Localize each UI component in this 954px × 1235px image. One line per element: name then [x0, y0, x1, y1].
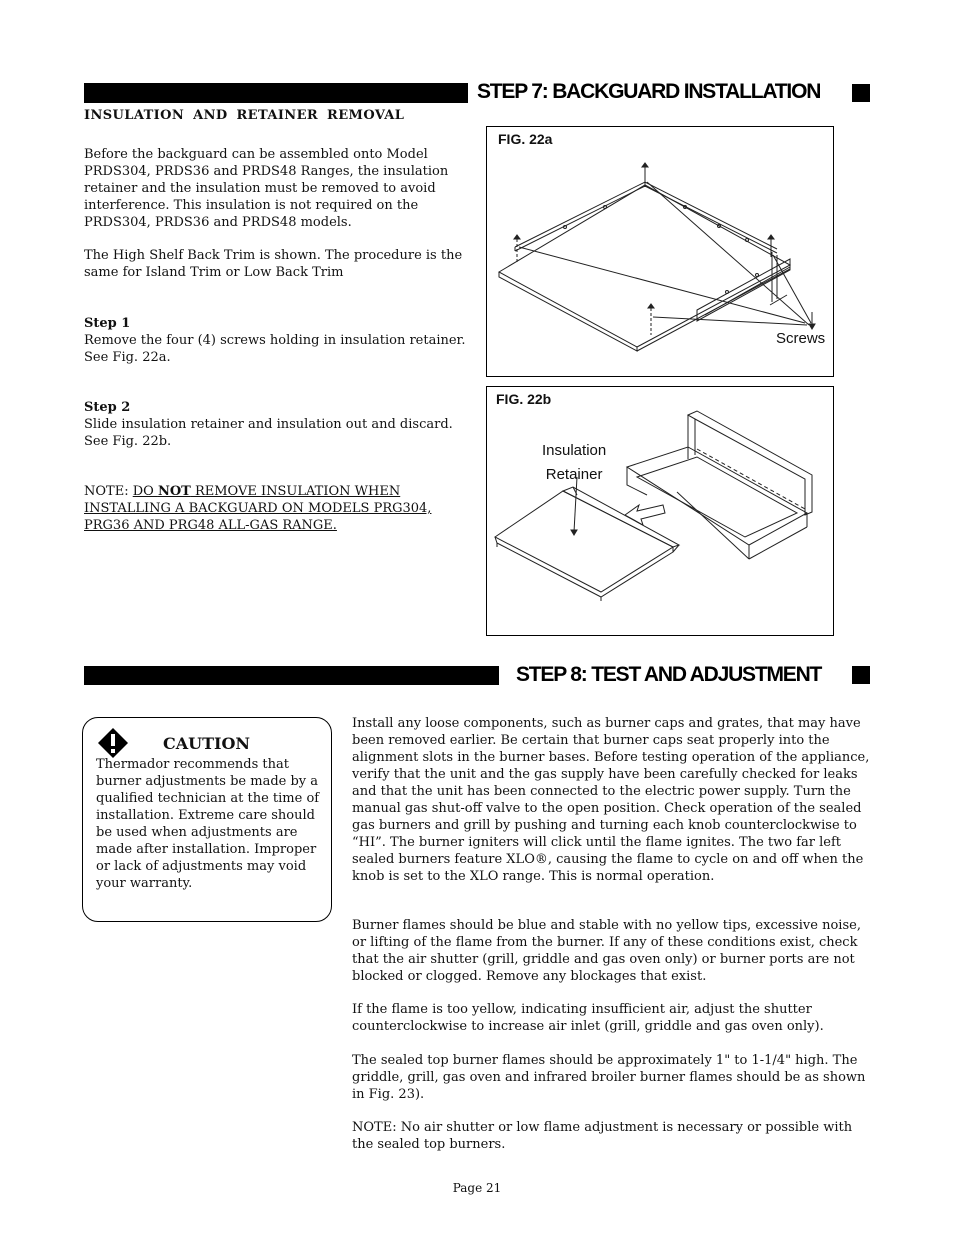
figure-22a	[486, 126, 834, 377]
step1-text: Remove the four (4) screws holding in insulation retainer. See Fig. 22a.	[84, 333, 466, 365]
step1-label: Step 1	[84, 316, 131, 331]
note-rest: REMOVE INSULATION WHEN INSTALLING A BACKGUARD ON MODELS PRG304, PRG36 AND PRG48 ALL-GAS RANGE.	[84, 484, 432, 533]
step7-title: STEP 7: BACKGUARD INSTALLATION	[477, 80, 821, 103]
step8-title: STEP 8: TEST AND ADJUSTMENT	[516, 663, 822, 686]
step2-text: Slide insulation retainer and insulation out and discard. See Fig. 22b.	[84, 417, 453, 449]
step8-header-square	[852, 666, 870, 684]
figure-22a-label: FIG. 22a	[498, 131, 553, 147]
step7-header-square	[852, 84, 870, 102]
callout-line1: Insulation	[542, 442, 607, 459]
note-warning-text	[84, 484, 431, 533]
test-paragraph-2: Burner flames should be blue and stable with no yellow tips, excessive noise, or lifting of the flame from the burner. If any of these conditions exist, check that the air shutter (grill, griddle and gas oven only) or burner ports are not blocked or clogged. Remove any blockages that exist.	[352, 918, 861, 984]
callout-line2: Retainer	[545, 466, 603, 483]
figure-22b	[486, 386, 834, 636]
warning-exclamation-icon	[97, 727, 129, 759]
caution-body: Thermador recommends that burner adjustments be made by a qualified technician at the time of installation. Extreme care should be used when adjustments are made after installation. Improper or lack of adjustments may void your warranty.	[96, 757, 320, 891]
screws-callout: Screws	[776, 330, 826, 347]
test-paragraph-4: The sealed top burner flames should be approximately 1" to 1-1/4" high. The griddle, grill, gas oven and infrared broiler burner flames should be as shown in Fig. 23).	[352, 1053, 866, 1102]
note-do: DO	[132, 484, 158, 499]
note-not: NOT	[157, 484, 191, 499]
step2-label: Step 2	[84, 400, 131, 415]
step8-header-bar	[84, 666, 499, 685]
step2-block	[84, 399, 474, 450]
step7-header-bar	[84, 83, 468, 103]
step1-block	[84, 315, 474, 366]
caution-title: CAUTION	[163, 734, 251, 753]
test-paragraph-3: If the flame is too yellow, indicating insufficient air, adjust the shutter counterclockwise to increase air inlet (grill, griddle and gas oven only).	[352, 1002, 824, 1034]
note-prefix: NOTE:	[84, 484, 133, 499]
caution-box	[82, 717, 332, 922]
figure-22b-label: FIG. 22b	[496, 391, 552, 407]
test-paragraph-5: NOTE: No air shutter or low flame adjustment is necessary or possible with the sealed top burners.	[352, 1120, 853, 1152]
trim-note-paragraph: The High Shelf Back Trim is shown. The procedure is the same for Island Trim or Low Back Trim	[84, 248, 463, 280]
figure-22b-drawing	[487, 387, 833, 635]
section-subheading: INSULATION AND RETAINER REMOVAL	[84, 108, 405, 123]
page-number: Page 21	[452, 1181, 502, 1195]
intro-paragraph: Before the backguard can be assembled onto Model PRDS304, PRDS36 and PRDS48 Ranges, the insulation retainer and the insulation must be removed to avoid interference. This insulation is not required on the PRDS304, PRDS36 and PRDS48 models.	[84, 147, 449, 230]
test-paragraph-1: Install any loose components, such as burner caps and grates, that may have been removed earlier. Be certain that burner caps seat properly into the alignment slots in the burner bases. Before testing operation of the appliance, verify that the unit and the gas supply have been carefully checked for leaks and that the unit has been connected to the electric power supply. Turn the manual gas shut-off valve to the open position. Check operation of the sealed gas burners and grill by pushing and turning each knob counterclockwise to “HI”. The burner igniters will click until the flame ignites. The two far left sealed burners feature XLO®, causing the flame to cycle on and off when the knob is set to the XLO range. This is normal operation.	[352, 716, 870, 884]
backguard-note	[84, 483, 464, 534]
